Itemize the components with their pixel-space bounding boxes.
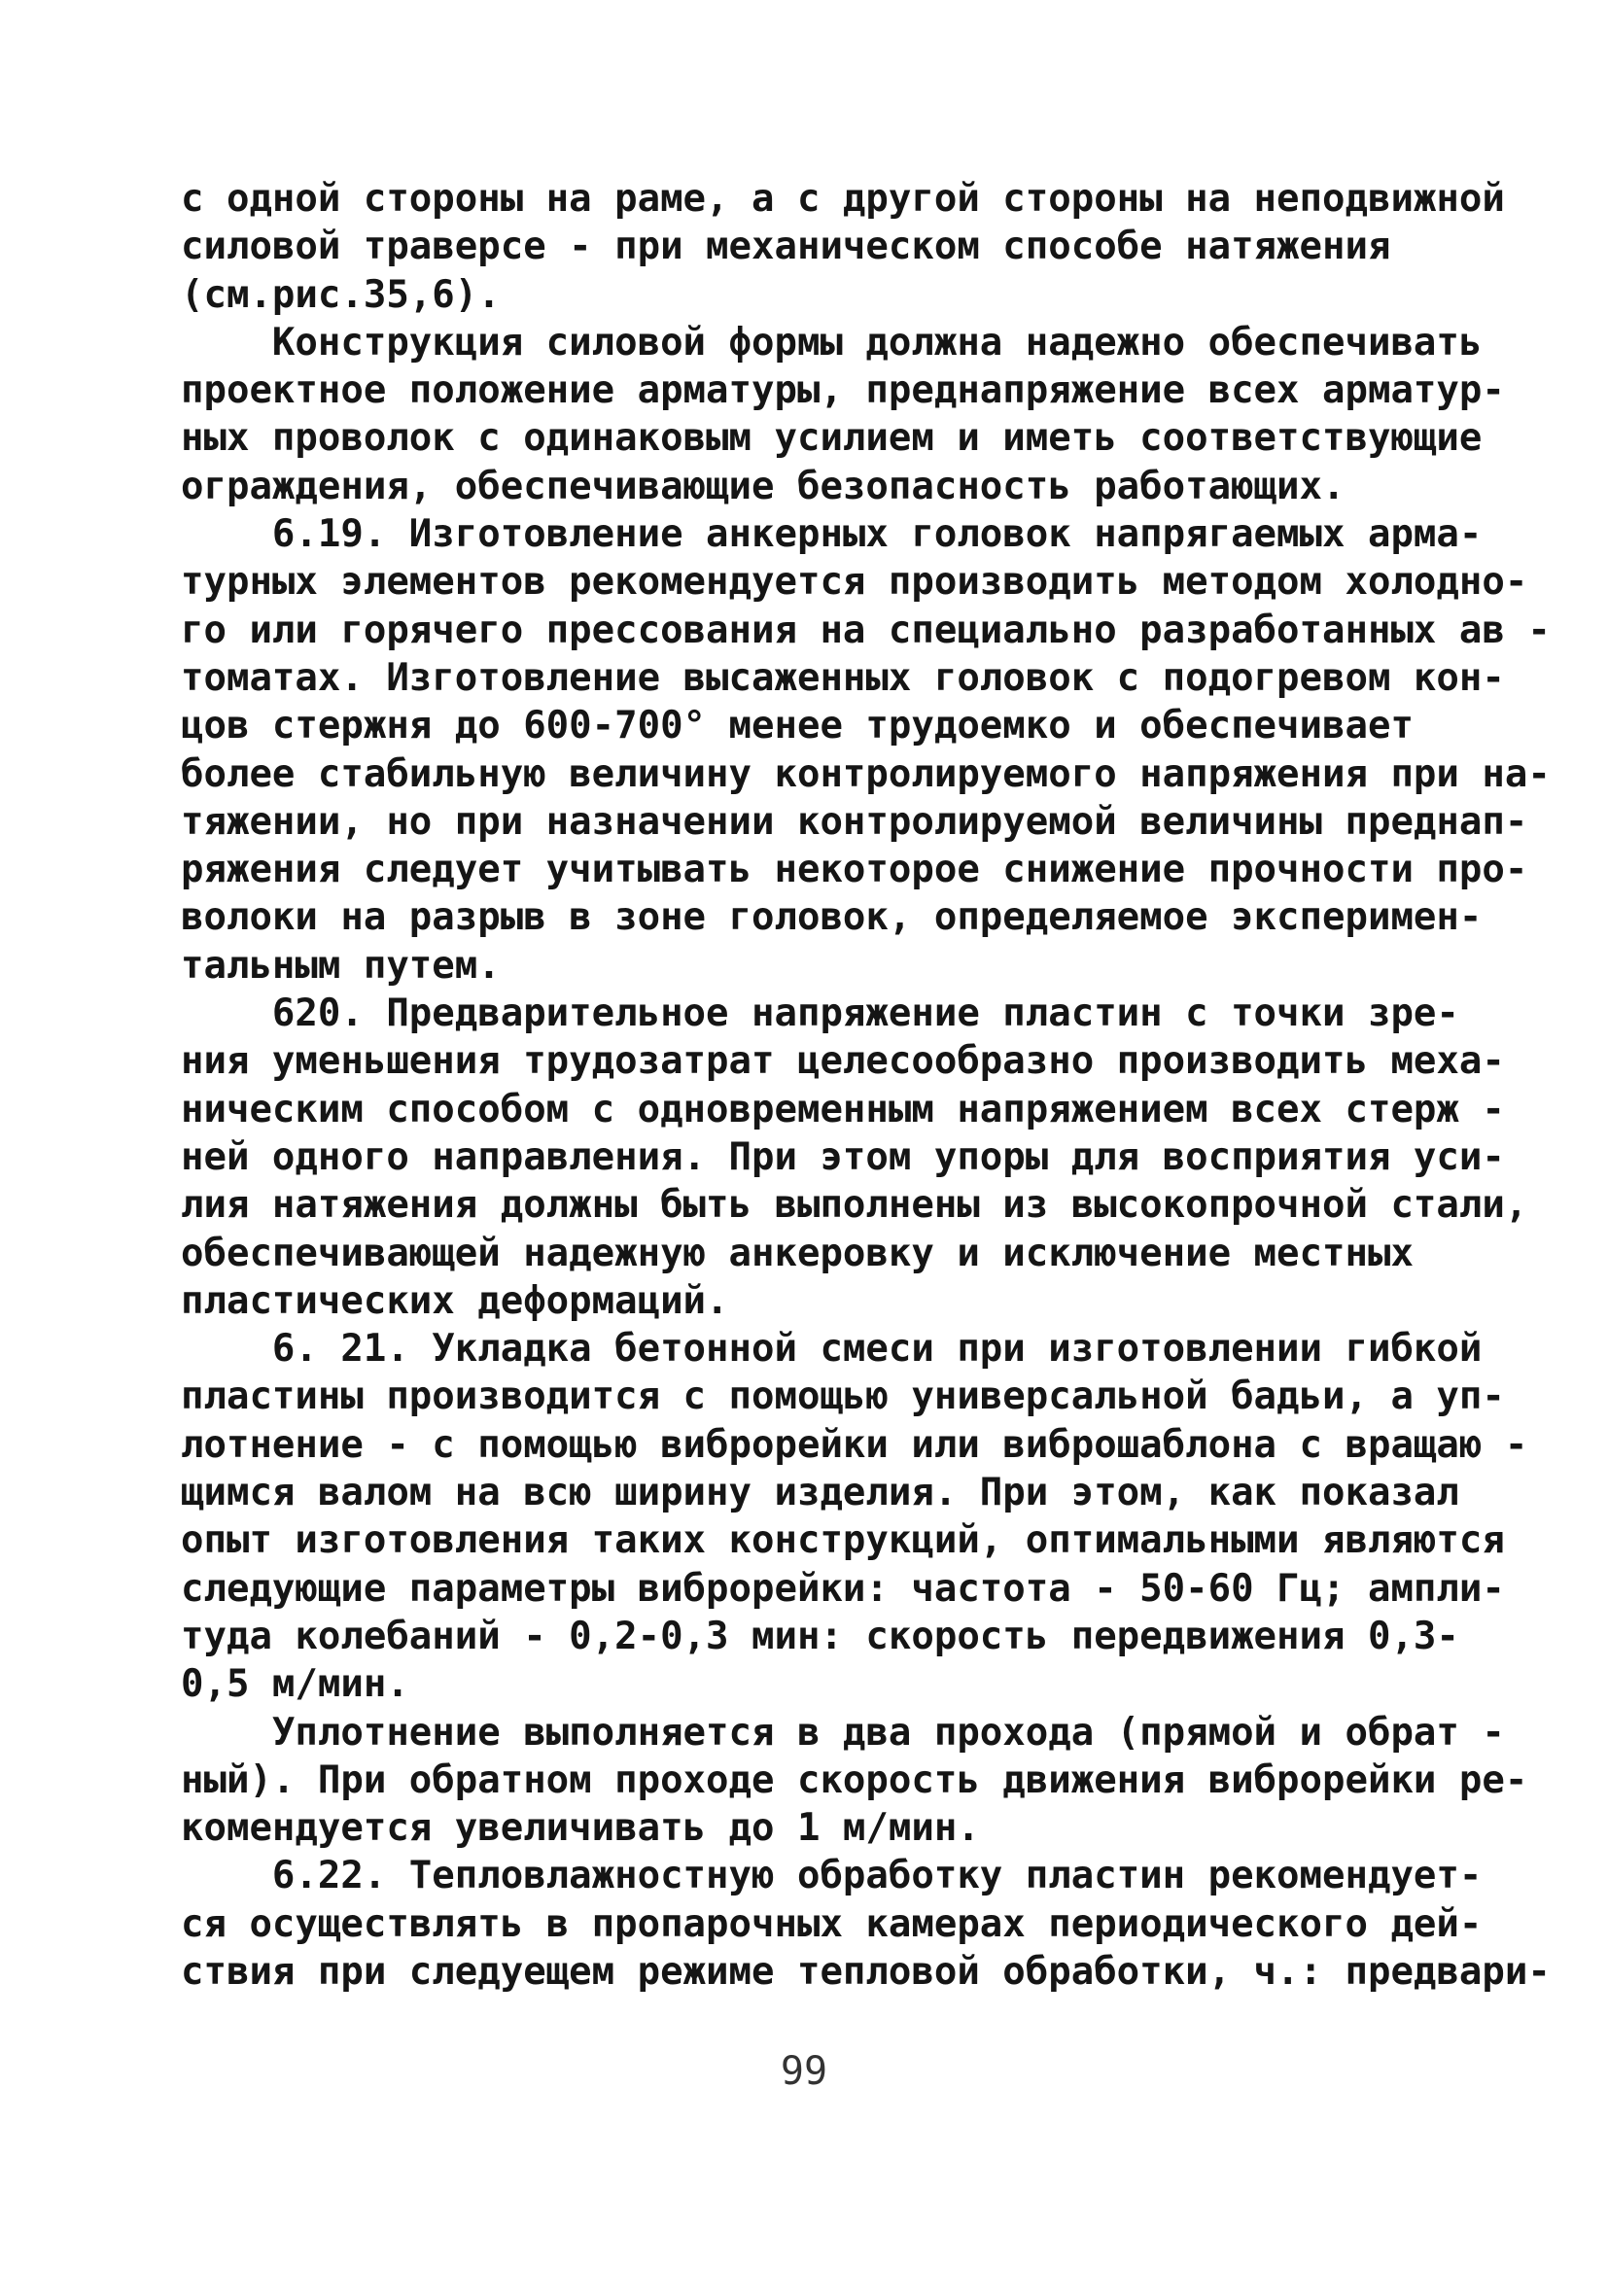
text-line: более стабильную величину контролируемого напряжения при на- — [181, 751, 1551, 796]
text-line: силовой траверсе - при механическом способе натяжения — [181, 225, 1391, 269]
text-line: томатах. Изготовление высаженных головок с подогревом кон- — [181, 655, 1505, 700]
text-line: щимся валом на всю ширину изделия. При этом, как показал — [181, 1471, 1459, 1515]
text-line: ных проволок с одинаковым усилием и иметь соответствующие — [181, 416, 1483, 461]
text-line: ся осуществлять в пропарочных камерах периодического дей- — [181, 1901, 1483, 1946]
text-line: Уплотнение выполняется в два прохода (прямой и обрат - — [181, 1710, 1505, 1755]
text-line: Конструкция силовой формы должна надежно обеспечивать — [181, 320, 1483, 365]
text-line: 6.19. Изготовление анкерных головок напрягаемых арма- — [181, 512, 1483, 557]
text-line: пластины производится с помощью универсальной бадьи, а уп- — [181, 1374, 1505, 1419]
text-line: лотнение - с помощью виброрейки или виброшаблона с вращаю - — [181, 1422, 1528, 1467]
text-line: с одной стороны на раме, а с другой стороны на неподвижной — [181, 177, 1505, 221]
text-line: пластических деформаций. — [181, 1278, 729, 1323]
text-line: го или горячего прессования на специально разработанных ав - — [181, 608, 1551, 652]
text-line: тальным путем. — [181, 943, 501, 988]
text-line: лия натяжения должны быть выполнены из высокопрочной стали, — [181, 1183, 1528, 1228]
text-line: ническим способом с одновременным напряжением всех стерж - — [181, 1087, 1505, 1131]
text-line: туда колебаний - 0,2-0,3 мин: скорость передвижения 0,3- — [181, 1614, 1459, 1658]
text-line: 0,5 м/мин. — [181, 1662, 409, 1707]
text-line: опыт изготовления таких конструкций, оптимальными являются — [181, 1518, 1505, 1563]
text-line: обеспечивающей надежную анкеровку и исключение местных — [181, 1231, 1414, 1275]
body-text — [181, 175, 1551, 1996]
text-line: тяжении, но при назначении контролируемой величины преднап- — [181, 799, 1528, 844]
text-line: следующие параметры виброрейки: частота - 50-60 Гц; ампли- — [181, 1566, 1505, 1611]
text-line: цов стержня до 600-700° менее трудоемко и обеспечивает — [181, 704, 1414, 748]
text-line: комендуется увеличивать до 1 м/мин. — [181, 1806, 980, 1851]
text-line: ограждения, обеспечивающие безопасность работающих. — [181, 464, 1346, 508]
text-line: 620. Предварительное напряжение пластин с точки зре- — [181, 991, 1459, 1036]
text-line: ряжения следует учитывать некоторое снижение прочности про- — [181, 848, 1528, 892]
text-line: 6.22. Тепловлажностную обработку пластин рекомендует- — [181, 1854, 1483, 1898]
text-line: (см.рис.35,6). — [181, 272, 501, 317]
text-line: проектное положение арматуры, преднапряжение всех арматур- — [181, 368, 1505, 413]
text-line: волоки на разрыв в зоне головок, определяемое эксперимен- — [181, 895, 1483, 940]
text-line: ния уменьшения трудозатрат целесообразно производить меха- — [181, 1039, 1505, 1084]
text-line: ный). При обратном проходе скорость движения виброрейки ре- — [181, 1757, 1528, 1802]
text-line: 6. 21. Укладка бетонной смеси при изготовлении гибкой — [181, 1327, 1483, 1372]
page-number: 99 — [780, 2049, 828, 2094]
text-line: турных элементов рекомендуется производить методом холодно- — [181, 560, 1528, 605]
text-line: ствия при следуещем режиме тепловой обработки, ч.: предвари- — [181, 1949, 1551, 1994]
text-line: ней одного направления. При этом упоры для восприятия уси- — [181, 1134, 1505, 1179]
